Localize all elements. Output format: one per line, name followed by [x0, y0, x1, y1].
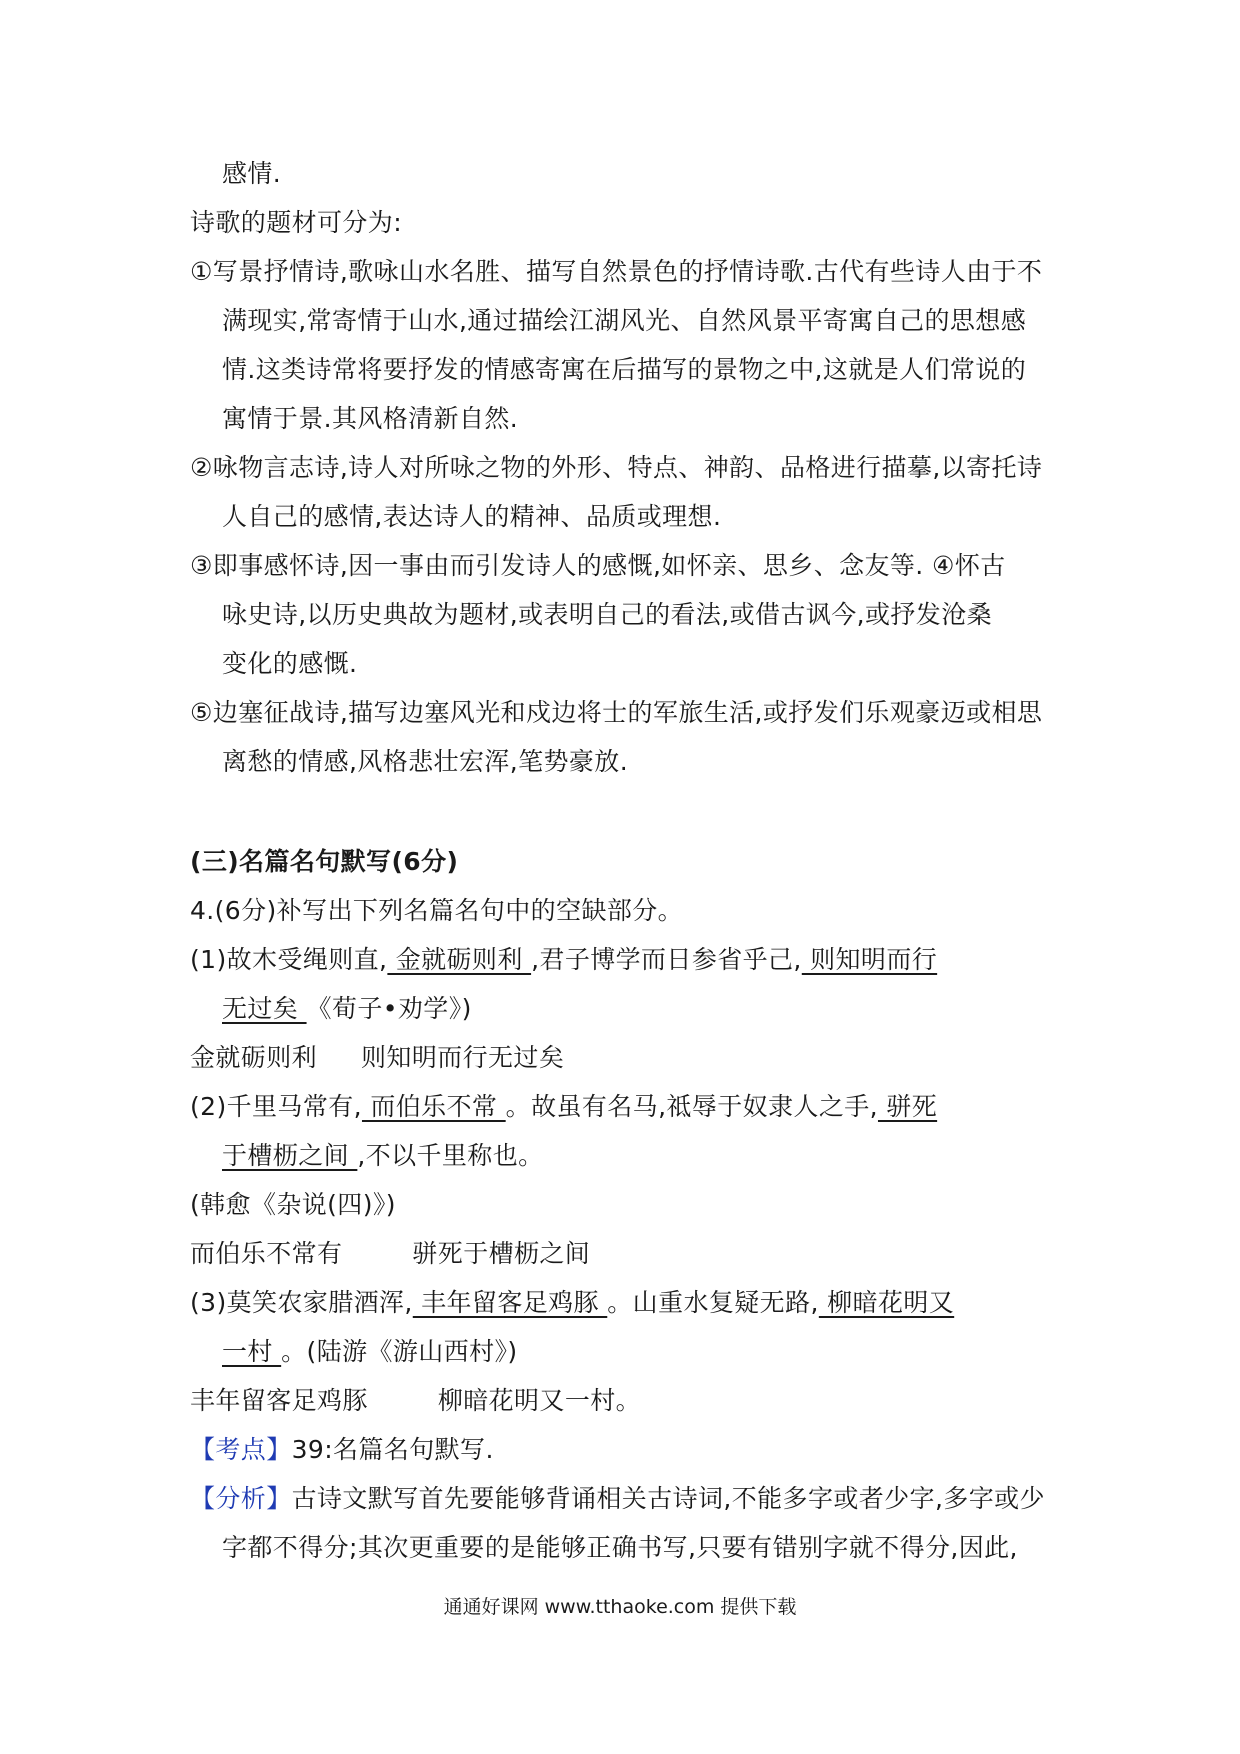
q3-line1: [190, 1286, 954, 1320]
q2-text-a: (2)千里马常有,: [190, 1092, 362, 1121]
fenxi-tag: 【分析】: [190, 1484, 292, 1513]
q3-text-a: (3)莫笑农家腊酒浑,: [190, 1288, 413, 1317]
q2-source: (韩愈《杂说(四)》): [190, 1190, 396, 1219]
q1-blank1: 金就砺则利: [387, 945, 532, 974]
section-heading: (三)名篇名句默写(6分): [190, 847, 459, 876]
fenxi-text1: 古诗文默写首先要能够背诵相关古诗词,不能多字或者少字,多字或少: [291, 1484, 1045, 1513]
q3-blank1: 丰年留客足鸡豚: [412, 1288, 608, 1317]
q1-text-a: (1)故木受绳则直,: [190, 945, 388, 974]
q3-line2: [222, 1335, 518, 1369]
q2-answer2: 骈死于槽枥之间: [412, 1239, 591, 1268]
q1-source: 《荀子•劝学》): [306, 994, 472, 1023]
text-line: ①写景抒情诗,歌咏山水名胜、描写自然景色的抒情诗歌.古代有些诗人由于不: [190, 257, 1043, 286]
q1-answer1: 金就砺则利: [190, 1043, 318, 1072]
text-line: ②咏物言志诗,诗人对所咏之物的外形、特点、神韵、品格进行描摹,以寄托诗: [190, 453, 1043, 482]
q1-answer2: 则知明而行无过矣: [361, 1043, 565, 1072]
q3-answer2: 柳暗花明又一村。: [437, 1386, 642, 1415]
q2-text-c: ,不以千里称也。: [357, 1141, 544, 1170]
q3-blank2-part2: 一村: [222, 1337, 282, 1366]
q2-answer1: 而伯乐不常有: [190, 1239, 343, 1268]
text-line: 满现实,常寄情于山水,通过描绘江湖风光、自然风景平寄寓自己的思想感: [222, 306, 1027, 335]
text-line: 人自己的感情,表达诗人的精神、品质或理想.: [222, 502, 722, 531]
q2-blank2-part1: 骈死: [877, 1092, 938, 1121]
text-line: 情.这类诗常将要抒发的情感寄寓在后描写的景物之中,这就是人们常说的: [222, 355, 1027, 384]
q1-line1: [190, 943, 937, 977]
q3-text-c: 。(陆游《游山西村》): [281, 1337, 518, 1366]
q1-blank2-part1: 则知明而行: [801, 945, 938, 974]
fenxi-line2: 字都不得分;其次更重要的是能够正确书写,只要有错别字就不得分,因此,: [222, 1533, 1018, 1562]
kaodian-line: [190, 1433, 494, 1467]
q1-answers: [190, 1041, 564, 1075]
text-line: ⑤边塞征战诗,描写边塞风光和戍边将士的军旅生活,或抒发们乐观豪迈或相思: [190, 698, 1043, 727]
q2-blank2-part2: 于槽枥之间: [222, 1141, 358, 1170]
q2-text-b: 。故虽有名马,祗辱于奴隶人之手,: [505, 1092, 878, 1121]
text-line: 寓情于景.其风格清新自然.: [222, 404, 519, 433]
kaodian-text: 39:名篇名句默写.: [291, 1435, 494, 1464]
q3-text-b: 。山重水复疑无路,: [607, 1288, 819, 1317]
text-line: 离愁的情感,风格悲壮宏浑,笔势豪放.: [222, 747, 629, 776]
q3-answer1: 丰年留客足鸡豚: [190, 1386, 368, 1415]
text-line: 感情.: [222, 159, 282, 188]
q2-answers: [190, 1237, 590, 1271]
q1-blank2-part2: 无过矣: [222, 994, 307, 1023]
question-stem: 4.(6分)补写出下列名篇名句中的空缺部分。: [190, 896, 684, 925]
text-line: 变化的感慨.: [222, 649, 358, 678]
kaodian-tag: 【考点】: [190, 1435, 292, 1464]
text-line: ③即事感怀诗,因一事由而引发诗人的感慨,如怀亲、思乡、念友等. ④怀古: [190, 551, 1006, 580]
q3-answers: [190, 1384, 641, 1418]
q3-blank2-part1: 柳暗花明又: [818, 1288, 955, 1317]
fenxi-line1: [190, 1482, 1045, 1516]
q1-line2: [222, 992, 472, 1026]
text-line: 咏史诗,以历史典故为题材,或表明自己的看法,或借古讽今,或抒发沧桑: [222, 600, 992, 629]
q2-line2: [222, 1139, 544, 1173]
q1-text-b: ,君子博学而日参省乎己,: [531, 945, 802, 974]
q2-blank1: 而伯乐不常: [361, 1092, 506, 1121]
text-line: 诗歌的题材可分为:: [190, 208, 403, 237]
q2-line1: [190, 1090, 937, 1124]
page-footer: 通通好课网 www.tthaoke.com 提供下载: [443, 1596, 797, 1618]
